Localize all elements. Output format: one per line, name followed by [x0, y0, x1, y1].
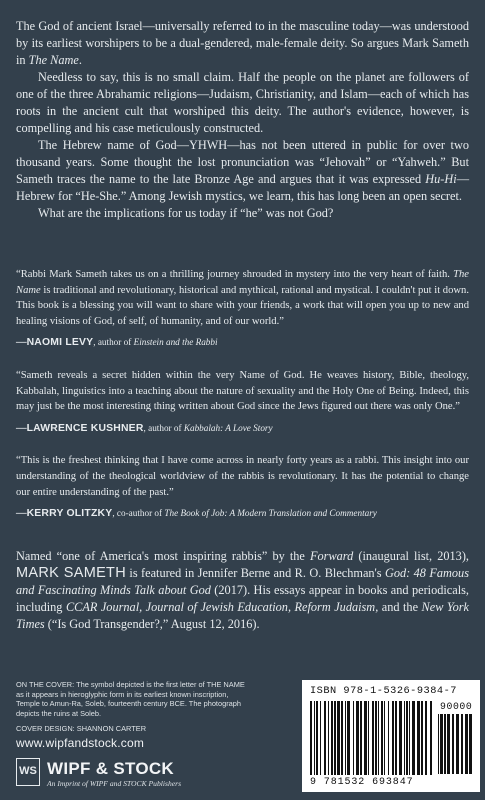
barcode-bar — [347, 701, 350, 775]
barcode-bar — [320, 701, 321, 775]
barcode-bar — [447, 714, 450, 774]
book-title-inline: The Name — [28, 53, 79, 67]
endorsement-text: “Rabbi Mark Sameth takes us on a thrilling journey shrouded in mystery into the very heart of faith. The Name is traditional and revolutionary, historical and mythical, rational and mystical. I couldn't put it down. This book is a blessing you will want to share with your friends, a work that will open you up to new and healing visions of God, of self, of humanity, and of our world.” — [16, 269, 469, 327]
barcode-bar — [364, 701, 367, 775]
barcode-bar — [461, 714, 463, 774]
barcode-bar — [341, 701, 343, 775]
barcode-bar — [334, 701, 336, 775]
barcode-bar — [316, 701, 318, 775]
barcode-bar — [392, 701, 394, 775]
barcode-bar — [360, 701, 362, 775]
endorsement — [16, 453, 469, 521]
barcode-bar — [314, 701, 315, 775]
publisher-imprint: An Imprint of WIPF and STOCK Publishers — [47, 779, 182, 788]
barcode-bar — [324, 701, 326, 775]
barcode-bar — [438, 714, 439, 774]
barcode-bar — [469, 714, 472, 774]
barcode-bar — [444, 714, 446, 774]
cover-note: ON THE COVER: The symbol depicted is the first letter of THE NAME as it appears in hieroglyphic form in its earliest known inscription, Temple to Amun-Ra, Soleb, fourteenth century BCE. The photograph depicts the ruins at Soleb. — [16, 680, 245, 718]
isbn-text: ISBN 978-1-5326-9384-7 — [310, 685, 457, 697]
barcode-bar — [430, 701, 432, 775]
barcode-bar — [399, 701, 402, 775]
barcode-bar — [310, 701, 312, 775]
endorsement-text: “This is the freshest thinking that I have come across in nearly forty years as a rabbi. This insight into our understanding of the theological worldview of the rabbis is revolutionary. It has the potential to change our entire understanding of the past.” — [16, 455, 469, 498]
endorsement-attribution: —NAOMI LEVY, author of Einstein and the Rabbi — [16, 337, 218, 349]
blurb-paragraph: The Hebrew name of God—YHWH—has not been uttered in public for over two thousand years. Some thought the lost pronunciation was “Jehovah” or “Yahweh.” But Sameth traces the name to the late Bronze Age and argues that it was expressed Hu-Hi—Hebrew for “He-She.” Among Jewish mystics, we learn, this has long been an open secret. — [16, 138, 469, 203]
publisher-name: WIPF & STOCK — [47, 759, 175, 778]
barcode-bar — [440, 714, 443, 774]
barcode-bar — [421, 701, 423, 775]
blurb-paragraph: The God of ancient Israel—universally referred to in the masculine today—was understood by its earliest worshipers to be a dual-gendered, male-female deity. So argues Mark Sameth in The Name. — [16, 19, 469, 67]
endorsement — [16, 368, 469, 436]
endorsement — [16, 267, 469, 351]
barcode-bar — [388, 701, 389, 775]
barcode-bar — [456, 714, 459, 774]
barcode-bar — [337, 701, 340, 775]
barcode-bar — [328, 701, 329, 775]
endorsement-attribution: —LAWRENCE KUSHNER, author of Kabbalah: A Love Story — [16, 422, 273, 434]
blurb-paragraph: What are the implications for us today if “he” was not God? — [38, 206, 334, 220]
publisher-logo — [16, 758, 256, 790]
author-bio: Named “one of America's most inspiring rabbis” by the Forward (inaugural list, 2013), MARK SAMETH is featured in Jennifer Berne and R. O. Blechman's God: 48 Famous and Fascinating Minds Talk about God (2017). His essays appear in books and periodicals, including CCAR Journal, Journal of Jewish Education, Reform Judaism, and the New York Times (“Is God Transgender?,” August 12, 2016). — [16, 549, 469, 631]
barcode-bar — [452, 714, 454, 774]
barcode-bar — [395, 701, 397, 775]
barcode-bar — [353, 701, 354, 775]
book-blurb — [16, 18, 469, 222]
cover-design-credit: COVER DESIGN: SHANNON CARTER — [16, 724, 147, 733]
publisher-website: www.wipfandstock.com — [16, 736, 145, 750]
barcode-bar — [378, 701, 379, 775]
barcode-digits: 9 781532 693847 — [310, 777, 414, 788]
barcode-bar — [375, 701, 377, 775]
ws-logo-icon: WS — [16, 758, 40, 786]
barcode-bar — [412, 701, 415, 775]
endorsement-attribution: —KERRY OLITZKY, co-author of The Book of Job: A Modern Translation and Commentary — [16, 508, 377, 520]
barcode-bars — [310, 701, 436, 775]
barcode-bar — [404, 701, 405, 775]
barcode-bar — [368, 701, 369, 775]
barcode-bar — [465, 714, 468, 774]
isbn-barcode — [302, 680, 480, 792]
barcode-bar — [384, 701, 385, 775]
endorsements — [16, 267, 469, 539]
barcode-bar — [417, 701, 420, 775]
barcode-bar — [372, 701, 374, 775]
barcode-bar — [356, 701, 359, 775]
barcode-bar — [331, 701, 333, 775]
endorsement-text: “Sameth reveals a secret hidden within the very Name of God. He weaves history, Bible, theology, Kabbalah, linguistics into a teaching about the nature of sexuality and the Holy One of Being. Indeed, this may just be the most interesting thing written about God since the Jews figured out there was only One.” — [16, 369, 469, 413]
addon-barcode-bars — [438, 714, 474, 774]
barcode-bar — [425, 701, 427, 775]
barcode-bar — [409, 701, 410, 775]
author-name: MARK SAMETH — [16, 565, 126, 581]
barcode-bar — [406, 701, 408, 775]
barcode-bar — [381, 701, 383, 775]
blurb-paragraph: Needless to say, this is no small claim. Half the people on the planet are followers of one of the three Abrahamic religions—Judaism, Christianity, and Islam—each of which has roots in the ancient cult that worshiped this deity. The author's evidence, however, is compelling and his case meticulously constructed. — [16, 70, 469, 135]
barcode-bar — [345, 701, 346, 775]
price-code: 90000 — [440, 701, 473, 712]
